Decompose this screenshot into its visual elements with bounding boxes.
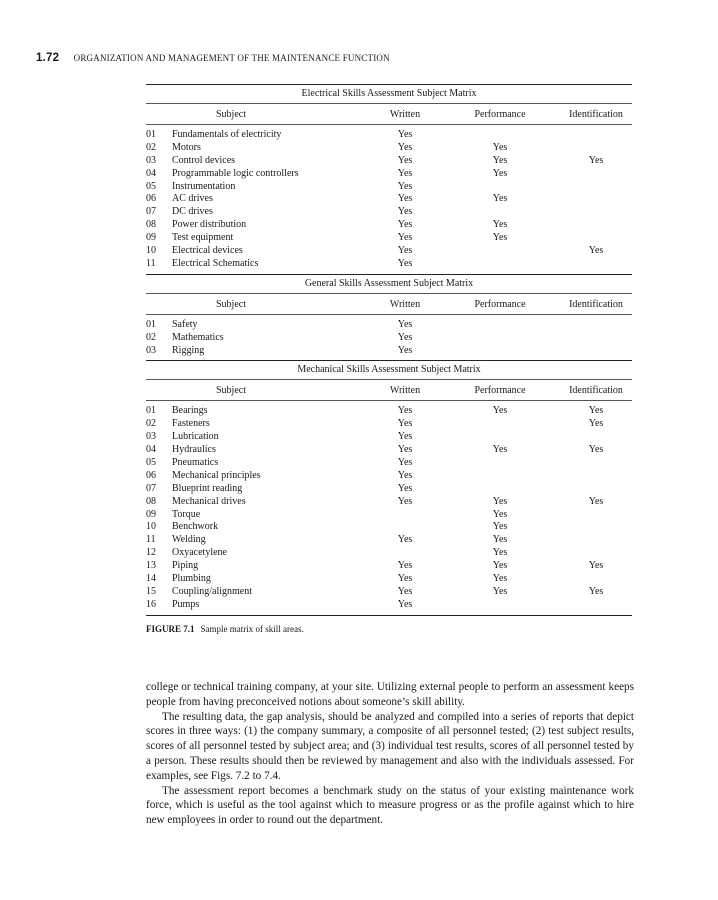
row-number: 06 [146,193,156,205]
written-cell: Yes [397,534,413,546]
performance-column-header: Performance [474,298,526,310]
written-cell: Yes [397,206,413,218]
written-cell: Yes [397,598,413,610]
identification-cell: Yes [588,444,604,456]
subject-name: Instrumentation [172,180,236,192]
performance-cell [440,483,560,496]
identification-cell [560,193,632,206]
row-number: 02 [146,141,156,153]
written-cell [370,509,440,522]
written-cell: Yes [397,257,413,269]
performance-cell: Yes [492,154,508,166]
performance-cell: Yes [492,585,508,597]
identification-cell [560,181,632,194]
subject-name: Benchwork [172,521,219,533]
performance-cell: Yes [492,521,508,533]
performance-cell [440,345,560,358]
column-header-row [146,380,632,400]
body-paragraph-2: The resulting data, the gap analysis, should be analyzed and compiled into a series of reports that depict scores in three ways: (1) the company summary, a composite of all personnel tested; (2) test subject results, scores of all personnel tested by subject area; and (3) individual test results, scores of all personnel tested by a person. These results should then be reviewed by management and also with the individuals assessed. For examples, see Figs. 7.2 to 7.4. [146,710,634,782]
performance-cell [440,258,560,271]
row-number: 02 [146,418,156,430]
subject-name: Electrical Schematics [172,257,259,269]
table-row [146,521,632,534]
table-row [146,155,632,168]
row-number: 12 [146,547,156,559]
identification-cell [560,142,632,155]
performance-cell: Yes [492,141,508,153]
row-number: 02 [146,331,156,343]
performance-cell [440,332,560,345]
header-spacer [316,380,370,400]
table-row [146,444,632,457]
row-number: 03 [146,431,156,443]
subject-name: DC drives [172,206,213,218]
written-cell: Yes [397,167,413,179]
performance-cell: Yes [492,534,508,546]
written-cell: Yes [397,418,413,430]
column-header-row [146,294,632,314]
performance-cell: Yes [492,508,508,520]
table-row [146,457,632,470]
table-row [146,142,632,155]
identification-cell [560,547,632,560]
table-row [146,470,632,483]
subject-name: Plumbing [172,573,211,585]
performance-cell [440,418,560,431]
running-title: ORGANIZATION AND MANAGEMENT OF THE MAINTENANCE FUNCTION [73,53,390,63]
table-row [146,206,632,219]
subject-name: Fundamentals of electricity [172,129,282,140]
row-number: 13 [146,560,156,572]
matrix-title: Mechanical Skills Assessment Subject Matrix [297,364,481,376]
table-row [146,219,632,232]
performance-cell [440,181,560,194]
written-cell: Yes [397,141,413,153]
skills-matrix [146,274,632,361]
performance-cell: Yes [492,444,508,456]
written-cell: Yes [397,180,413,192]
performance-cell: Yes [492,405,508,417]
identification-cell [560,534,632,547]
performance-cell: Yes [492,560,508,572]
figure-caption-text: Sample matrix of skill areas. [200,623,304,634]
header-spacer [316,104,370,124]
written-cell: Yes [397,318,413,330]
row-number: 04 [146,444,156,456]
performance-cell [440,599,560,612]
written-cell: Yes [397,193,413,205]
performance-column-header: Performance [474,385,526,397]
written-cell: Yes [397,469,413,481]
identification-column-header: Identification [569,385,623,397]
subject-name: AC drives [172,193,213,205]
subject-name: Pumps [172,598,200,610]
table-row [146,168,632,181]
performance-cell [440,457,560,470]
written-cell: Yes [397,560,413,572]
matrix-title: Electrical Skills Assessment Subject Matrix [301,88,477,99]
subject-column-header: Subject [216,109,246,120]
performance-cell: Yes [492,573,508,585]
row-number: 06 [146,469,156,481]
performance-cell: Yes [492,167,508,179]
figure-label: FIGURE 7.1 [146,623,195,634]
written-column-header: Written [389,298,421,310]
identification-cell [560,470,632,483]
identification-cell [560,573,632,586]
written-cell: Yes [397,585,413,597]
skills-matrix [146,360,632,614]
table-row [146,345,632,358]
written-cell: Yes [397,457,413,469]
row-number: 11 [146,534,156,546]
row-number: 10 [146,521,156,533]
table-row [146,405,632,418]
table-row [146,232,632,245]
written-cell: Yes [397,482,413,494]
performance-cell: Yes [492,495,508,507]
identification-cell: Yes [588,245,604,257]
written-cell [370,521,440,534]
table-row [146,496,632,509]
subject-name: Mechanical drives [172,495,246,507]
subject-name: Oxyacetylene [172,547,227,559]
matrix-container [146,84,632,615]
subject-name: Blueprint reading [172,482,243,494]
table-row [146,509,632,522]
subject-name: Safety [172,318,198,330]
row-number: 11 [146,257,156,269]
row-number: 16 [146,598,156,610]
subject-name: Rigging [172,344,205,356]
identification-cell [560,319,632,332]
identification-cell: Yes [588,585,604,597]
row-number: 03 [146,344,156,356]
subject-name: Hydraulics [172,444,216,456]
skills-matrix [146,84,632,274]
table-row [146,181,632,194]
identification-cell [560,521,632,534]
performance-cell: Yes [492,219,508,231]
written-cell: Yes [397,344,413,356]
matrix-rows [146,315,632,361]
performance-cell [440,245,560,258]
identification-cell: Yes [588,154,604,166]
row-number: 01 [146,405,156,417]
performance-cell [440,206,560,219]
subject-name: Coupling/alignment [172,585,252,597]
body-paragraph-1: college or technical training company, at your site. Utilizing external people to perform an assessment keeps people from having preconceived notions about someone’s skill ability. [146,681,634,708]
subject-name: Motors [172,141,201,153]
row-number: 04 [146,167,156,179]
identification-cell [560,332,632,345]
table-row [146,483,632,496]
row-number: 01 [146,318,156,330]
written-cell: Yes [397,232,413,244]
subject-name: Programmable logic controllers [172,167,299,179]
identification-cell [560,206,632,219]
performance-cell [440,431,560,444]
subject-name: Mathematics [172,331,224,343]
identification-cell [560,168,632,181]
identification-cell [560,431,632,444]
written-cell: Yes [397,444,413,456]
performance-cell [440,129,560,142]
table-row [146,547,632,560]
identification-cell [560,258,632,271]
written-cell: Yes [397,331,413,343]
identification-cell [560,483,632,496]
subject-name: Lubrication [172,431,219,443]
table-row [146,332,632,345]
written-column-header: Written [389,109,421,120]
written-cell: Yes [397,431,413,443]
row-number: 07 [146,206,156,218]
written-cell: Yes [397,154,413,166]
identification-cell [560,599,632,612]
matrix-title: General Skills Assessment Subject Matrix [304,277,474,289]
written-column-header: Written [389,385,421,397]
performance-cell [440,319,560,332]
table-row [146,599,632,612]
row-number: 05 [146,457,156,469]
running-header [36,52,390,64]
subject-name: Fasteners [172,418,210,430]
table-row [146,431,632,444]
identification-cell: Yes [588,418,604,430]
table-row [146,258,632,271]
skills-matrix-figure [146,84,632,634]
written-cell [370,547,440,560]
table-row [146,573,632,586]
identification-cell [560,129,632,142]
body-paragraph-3: The assessment report becomes a benchmark study on the status of your existing maintenance work force, which is useful as the tool against which to measure progress or as the profile against which to hire new employees in order to round out the department. [146,784,634,827]
matrix-rows [146,125,632,274]
performance-cell: Yes [492,547,508,559]
table-row [146,129,632,142]
row-number: 08 [146,219,156,231]
identification-column-header: Identification [569,298,623,310]
page-number: 1.72 [36,52,60,64]
column-header-row [146,104,632,124]
row-number: 15 [146,585,156,597]
subject-name: Welding [172,534,206,546]
written-cell: Yes [397,245,413,257]
written-cell: Yes [397,495,413,507]
written-cell: Yes [397,405,413,417]
subject-name: Test equipment [172,232,234,244]
identification-cell: Yes [588,495,604,507]
row-number: 01 [146,129,156,140]
written-cell: Yes [397,219,413,231]
row-number: 09 [146,508,156,520]
subject-name: Torque [172,508,201,520]
row-number: 08 [146,495,156,507]
figure-bottom-rule [146,615,632,616]
subject-name: Power distribution [172,219,247,231]
identification-cell [560,219,632,232]
identification-cell [560,457,632,470]
row-number: 05 [146,180,156,192]
table-row [146,560,632,573]
subject-name: Bearings [172,405,208,417]
written-cell: Yes [397,129,413,140]
performance-column-header: Performance [474,109,526,120]
table-row [146,586,632,599]
subject-name: Piping [172,560,199,572]
table-row [146,534,632,547]
subject-name: Electrical devices [172,245,243,257]
figure-caption [146,624,632,634]
performance-cell [440,470,560,483]
identification-cell [560,345,632,358]
identification-cell [560,509,632,522]
performance-cell: Yes [492,232,508,244]
row-number: 10 [146,245,156,257]
subject-name: Mechanical principles [172,469,261,481]
subject-name: Pneumatics [172,457,219,469]
body-text [146,680,634,828]
row-number: 14 [146,573,156,585]
row-number: 09 [146,232,156,244]
table-row [146,319,632,332]
row-number: 03 [146,154,156,166]
subject-column-header: Subject [216,298,246,310]
subject-name: Control devices [172,154,236,166]
identification-cell [560,232,632,245]
table-row [146,193,632,206]
table-row [146,245,632,258]
subject-column-header: Subject [216,385,246,397]
identification-cell: Yes [588,560,604,572]
header-spacer [316,294,370,314]
identification-column-header: Identification [569,109,623,120]
performance-cell: Yes [492,193,508,205]
row-number: 07 [146,482,156,494]
written-cell: Yes [397,573,413,585]
identification-cell: Yes [588,405,604,417]
matrix-rows [146,401,632,614]
table-row [146,418,632,431]
